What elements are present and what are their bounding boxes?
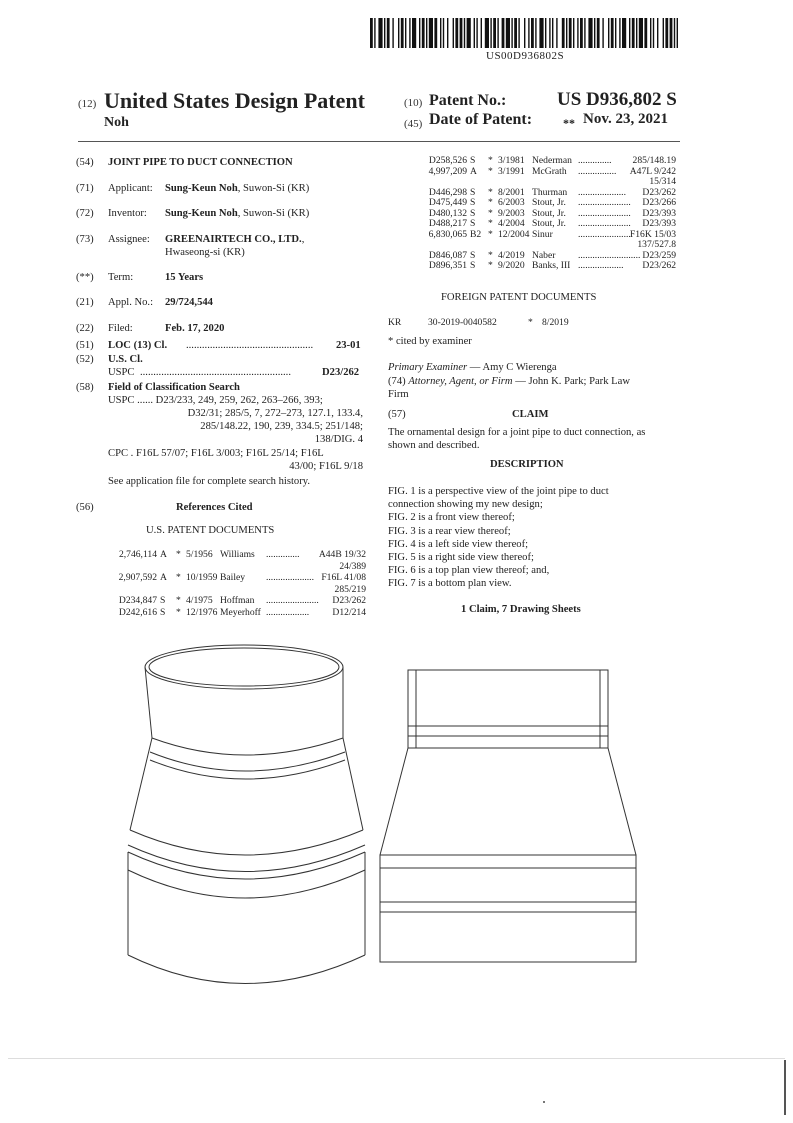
reference-name: Thurman bbox=[532, 186, 568, 198]
reference-number: D846,087 bbox=[428, 249, 467, 261]
reference-number: 2,746,114 bbox=[118, 549, 157, 560]
reference-kind: S bbox=[470, 207, 476, 219]
term-value: 15 Years bbox=[165, 272, 204, 283]
reference-date: 9/2003 bbox=[498, 207, 525, 219]
attorney-label: Attorney, Agent, or Firm bbox=[408, 376, 513, 387]
filed-value: Feb. 17, 2020 bbox=[165, 323, 225, 334]
barcode-bar bbox=[632, 18, 635, 48]
reference-date: 4/2019 bbox=[498, 249, 525, 261]
claim-text-line: The ornamental design for a joint pipe to duct connection, as bbox=[388, 427, 646, 438]
barcode-bar bbox=[524, 18, 525, 48]
attorney-name: — John K. Park; Park Law bbox=[512, 376, 630, 387]
reference-kind: A bbox=[160, 572, 167, 583]
patent-number: US D936,802 S bbox=[557, 89, 677, 110]
barcode-bar bbox=[412, 18, 416, 48]
barcode-bar bbox=[370, 18, 373, 48]
loc-label: LOC (13) Cl. bbox=[108, 340, 168, 351]
barcode-bar bbox=[597, 18, 600, 48]
barcode-bar bbox=[674, 18, 675, 48]
description-line: FIG. 3 is a rear view thereof; bbox=[388, 525, 511, 537]
inid-code-51: (51) bbox=[76, 340, 94, 351]
reference-date: 4/2004 bbox=[498, 218, 525, 229]
design-title: JOINT PIPE TO DUCT CONNECTION bbox=[108, 157, 293, 168]
reference-dots: .................... bbox=[266, 572, 314, 583]
reference-dots: ................... bbox=[578, 260, 624, 271]
reference-dots: ...................... bbox=[578, 228, 631, 240]
applicant-name: Sung-Keun Noh bbox=[165, 183, 238, 194]
barcode-number: US00D936802S bbox=[486, 50, 565, 62]
reference-class: D23/266 bbox=[642, 197, 676, 208]
barcode-bar bbox=[552, 18, 553, 48]
foreign-number: 30-2019-0040582 bbox=[428, 317, 497, 328]
barcode-bar bbox=[467, 18, 471, 48]
inid-code-45: (45) bbox=[404, 118, 423, 130]
barcode-bar bbox=[426, 18, 427, 48]
barcode-bar bbox=[566, 18, 567, 48]
loc-value: 23-01 bbox=[336, 340, 361, 351]
description-line: FIG. 4 is a left side view thereof; bbox=[388, 538, 529, 550]
barcode-bar bbox=[663, 18, 664, 48]
reference-number: D480,132 bbox=[428, 207, 467, 219]
reference-star: * bbox=[488, 186, 493, 198]
barcode-bar bbox=[594, 18, 595, 48]
inid-code-12: (12) bbox=[78, 98, 97, 110]
barcode-bar bbox=[650, 18, 651, 48]
barcode-bar bbox=[580, 18, 583, 48]
reference-kind: S bbox=[470, 155, 476, 166]
barcode-bar bbox=[434, 18, 437, 48]
field-search-label: Field of Classification Search bbox=[108, 382, 240, 393]
reference-number: D896,351 bbox=[428, 260, 467, 271]
description-line: FIG. 5 is a right side view thereof; bbox=[388, 552, 534, 563]
barcode-bar bbox=[644, 18, 647, 48]
reference-star: * bbox=[176, 572, 181, 583]
uspc-dots: ......................................................... bbox=[140, 367, 291, 378]
reference-class: D23/262 bbox=[642, 260, 676, 271]
reference-date: 3/1981 bbox=[498, 155, 525, 166]
reference-kind: S bbox=[160, 595, 166, 606]
barcode-bar bbox=[535, 18, 536, 48]
uspc-value: D23/262 bbox=[322, 367, 360, 378]
reference-kind: B2 bbox=[470, 228, 482, 240]
reference-star: * bbox=[176, 606, 181, 618]
inid-code-54: (54) bbox=[76, 157, 94, 168]
barcode-bar bbox=[677, 18, 678, 48]
reference-dots: ...................... bbox=[266, 595, 319, 606]
barcode-bar bbox=[493, 18, 496, 48]
barcode-bar bbox=[387, 18, 390, 48]
inid-code-21: (21) bbox=[76, 297, 94, 308]
barcode-bar bbox=[636, 18, 637, 48]
assignee-name: GREENAIRTECH CO., LTD. bbox=[165, 234, 302, 245]
claim-heading: CLAIM bbox=[512, 409, 549, 420]
reference-class-continued: 137/527.8 bbox=[637, 239, 676, 250]
reference-name: Nederman bbox=[532, 155, 572, 166]
reference-dots: ................ bbox=[578, 165, 617, 177]
barcode-bar bbox=[518, 18, 519, 48]
scan-speck bbox=[543, 1101, 545, 1103]
reference-number: D234,847 bbox=[118, 595, 157, 606]
inid-code-10: (10) bbox=[404, 97, 423, 109]
foreign-country: KR bbox=[388, 317, 402, 328]
barcode-bar bbox=[653, 18, 654, 48]
inid-code-term: (**) bbox=[76, 272, 94, 283]
barcode-bar bbox=[378, 18, 382, 48]
description-line: FIG. 1 is a perspective view of the joint pipe to duct bbox=[388, 486, 609, 497]
reference-date: 5/1956 bbox=[186, 549, 213, 560]
reference-number: D488,217 bbox=[428, 218, 467, 229]
barcode-bar bbox=[440, 18, 441, 48]
reference-name: Bailey bbox=[220, 572, 246, 583]
reference-number: D446,298 bbox=[428, 186, 467, 198]
reference-number: D475,449 bbox=[428, 197, 467, 208]
barcode-bar bbox=[511, 18, 512, 48]
front-view-drawing bbox=[380, 670, 636, 962]
reference-date: 3/1991 bbox=[498, 165, 525, 177]
inid-code-22: (22) bbox=[76, 323, 94, 334]
barcode-bar bbox=[490, 18, 491, 48]
inid-code-73: (73) bbox=[76, 234, 94, 245]
field-search-line: 285/148.22, 190, 239, 334.5; 251/148; bbox=[200, 421, 363, 432]
barcode-bar bbox=[447, 18, 448, 48]
foreign-docs-heading: FOREIGN PATENT DOCUMENTS bbox=[441, 292, 597, 303]
patent-number-label: Patent No.: bbox=[429, 92, 507, 109]
barcode-bar bbox=[485, 18, 489, 48]
reference-star: * bbox=[488, 207, 493, 219]
reference-dots: .................. bbox=[266, 606, 310, 618]
description-heading: DESCRIPTION bbox=[490, 459, 564, 470]
barcode-bar bbox=[460, 18, 463, 48]
barcode-bar bbox=[409, 18, 410, 48]
barcode-bar bbox=[384, 18, 385, 48]
reference-kind: S bbox=[470, 186, 476, 198]
barcode-bar bbox=[539, 18, 543, 48]
barcode-bar bbox=[611, 18, 614, 48]
reference-class: D23/393 bbox=[642, 207, 676, 219]
assignee-location: Hwaseong-si (KR) bbox=[165, 247, 245, 258]
reference-name: Sinur bbox=[532, 228, 553, 240]
barcode-bar bbox=[619, 18, 620, 48]
applicant-location: , Suwon-Si (KR) bbox=[237, 183, 310, 194]
inventor-location: , Suwon-Si (KR) bbox=[237, 208, 310, 219]
barcode-bar bbox=[474, 18, 475, 48]
perspective-view-drawing bbox=[128, 645, 365, 984]
reference-kind: S bbox=[470, 218, 476, 229]
reference-star: * bbox=[488, 197, 493, 208]
description-line: connection showing my new design; bbox=[388, 499, 543, 511]
barcode-bar bbox=[573, 18, 574, 48]
reference-number: 2,907,592 bbox=[118, 572, 157, 583]
reference-kind: S bbox=[470, 197, 476, 208]
barcode-bar bbox=[622, 18, 626, 48]
reference-star: * bbox=[488, 155, 493, 166]
barcode-bar bbox=[398, 18, 399, 48]
barcode-bar bbox=[422, 18, 425, 48]
barcode-bar bbox=[608, 18, 609, 48]
barcode-bar bbox=[584, 18, 585, 48]
reference-number: 4,997,209 bbox=[428, 165, 467, 177]
barcode-bar bbox=[657, 18, 658, 48]
reference-class: F16K 15/03 bbox=[629, 228, 676, 240]
cited-by-examiner: * cited by examiner bbox=[388, 336, 472, 347]
barcode-bar bbox=[514, 18, 517, 48]
patent-date: Nov. 23, 2021 bbox=[583, 111, 669, 127]
reference-star: * bbox=[488, 165, 493, 177]
page-edge-mark bbox=[784, 1060, 786, 1115]
field-search-line: D32/31; 285/5, 7, 272–273, 127.1, 133.4, bbox=[187, 408, 363, 419]
barcode-bar bbox=[545, 18, 546, 48]
barcode-bar bbox=[405, 18, 406, 48]
reference-date: 8/2001 bbox=[498, 186, 525, 198]
barcode-bar bbox=[602, 18, 603, 48]
examiner-line bbox=[388, 362, 557, 374]
us-patent-docs-heading: U.S. PATENT DOCUMENTS bbox=[146, 525, 275, 536]
barcode-bar bbox=[481, 18, 482, 48]
attorney-line bbox=[388, 376, 630, 388]
inid-code-52: (52) bbox=[76, 354, 94, 365]
inventor-label: Inventor: bbox=[108, 208, 147, 219]
barcode-bar bbox=[443, 18, 444, 48]
reference-name: Hoffman bbox=[220, 595, 255, 606]
field-search-line: 138/DIG. 4 bbox=[314, 434, 363, 445]
applicant-label: Applicant: bbox=[108, 183, 153, 194]
reference-name: Williams bbox=[220, 549, 255, 560]
reference-date: 12/2004 bbox=[498, 228, 530, 240]
patent-date-label: Date of Patent: bbox=[429, 111, 533, 128]
reference-number: D242,616 bbox=[118, 606, 157, 618]
reference-number: 6,830,065 bbox=[428, 228, 467, 240]
examiner-name: — Amy C Wierenga bbox=[467, 362, 557, 373]
reference-class: D12/214 bbox=[332, 606, 366, 618]
reference-date: 10/1959 bbox=[186, 572, 218, 583]
barcode-bar bbox=[392, 18, 393, 48]
references-heading: References Cited bbox=[176, 502, 253, 513]
reference-dots: ...................... bbox=[578, 218, 631, 229]
reference-date: 12/1976 bbox=[186, 606, 218, 618]
claims-sheets-summary: 1 Claim, 7 Drawing Sheets bbox=[461, 604, 581, 615]
foreign-date: 8/2019 bbox=[542, 317, 569, 328]
barcode-bar bbox=[528, 18, 529, 48]
term-stars: ** bbox=[563, 116, 575, 130]
inid-code-58: (58) bbox=[76, 382, 94, 393]
field-search-line: CPC . F16L 57/07; F16L 3/003; F16L 25/14; F16L bbox=[108, 448, 324, 459]
reference-date: 4/1975 bbox=[186, 595, 213, 606]
barcode-bar bbox=[419, 18, 420, 48]
appl-no-label: Appl. No.: bbox=[108, 297, 154, 308]
barcode-bar bbox=[453, 18, 454, 48]
document-title: United States Design Patent bbox=[104, 88, 365, 113]
loc-dots: ................................................ bbox=[186, 340, 314, 351]
reference-class-continued: 15/314 bbox=[649, 176, 676, 187]
barcode bbox=[370, 18, 678, 48]
description-line: FIG. 2 is a front view thereof; bbox=[388, 512, 515, 524]
reference-star: * bbox=[176, 595, 181, 606]
barcode-bar bbox=[665, 18, 668, 48]
reference-kind: A bbox=[470, 165, 477, 177]
reference-class: A47L 9/242 bbox=[629, 165, 676, 177]
reference-number: D258,526 bbox=[428, 155, 467, 166]
reference-dots: ...................... bbox=[578, 197, 631, 208]
reference-class-continued: 285/219 bbox=[334, 583, 366, 595]
reference-name: Naber bbox=[532, 249, 556, 261]
barcode-bar bbox=[639, 18, 643, 48]
reference-star: * bbox=[176, 549, 181, 560]
reference-date: 6/2003 bbox=[498, 197, 525, 208]
barcode-bar bbox=[670, 18, 673, 48]
field-search-line: 43/00; F16L 9/18 bbox=[289, 461, 363, 472]
barcode-bar bbox=[429, 18, 433, 48]
attorney-line-2: Firm bbox=[388, 389, 409, 400]
barcode-bar bbox=[401, 18, 404, 48]
assignee-comma: , bbox=[301, 234, 305, 245]
inid-code-56: (56) bbox=[76, 502, 94, 513]
reference-class: D23/393 bbox=[642, 218, 676, 229]
reference-dots: .............. bbox=[266, 549, 300, 560]
assignee-value bbox=[165, 234, 304, 246]
barcode-bar bbox=[497, 18, 498, 48]
inventor-name: Sung-Keun Noh bbox=[165, 208, 238, 219]
inid-code-74: (74) bbox=[388, 376, 406, 387]
term-label: Term: bbox=[108, 272, 134, 283]
barcode-bar bbox=[549, 18, 550, 48]
reference-class: D23/262 bbox=[332, 595, 366, 606]
reference-class: 285/148.19 bbox=[632, 155, 676, 166]
reference-date: 9/2020 bbox=[498, 260, 525, 271]
reference-class: F16L 41/08 bbox=[321, 572, 366, 583]
reference-name: Stout, Jr. bbox=[532, 197, 566, 208]
reference-name: Stout, Jr. bbox=[532, 218, 566, 229]
reference-class: A44B 19/32 bbox=[318, 549, 366, 560]
reference-dots: .................... bbox=[578, 186, 626, 198]
inventor-surname: Noh bbox=[104, 115, 129, 130]
appl-no-value: 29/724,544 bbox=[165, 297, 213, 308]
assignee-label: Assignee: bbox=[108, 234, 150, 245]
uspc-label: USPC bbox=[108, 367, 135, 378]
barcode-bar bbox=[531, 18, 534, 48]
reference-name: Banks, III bbox=[532, 260, 571, 271]
barcode-bar bbox=[629, 18, 630, 48]
inid-code-71: (71) bbox=[76, 183, 94, 194]
reference-name: Meyerhoff bbox=[220, 606, 261, 618]
us-cl-label: U.S. Cl. bbox=[108, 354, 143, 365]
reference-star: * bbox=[488, 260, 493, 271]
barcode-bar bbox=[556, 18, 557, 48]
inid-code-72: (72) bbox=[76, 208, 94, 219]
barcode-bar bbox=[502, 18, 505, 48]
reference-dots: ...................... bbox=[578, 207, 631, 219]
field-search-note: See application file for complete search history. bbox=[108, 476, 310, 487]
barcode-bar bbox=[374, 18, 375, 48]
reference-star: * bbox=[488, 228, 493, 240]
barcode-bar bbox=[569, 18, 572, 48]
page-bottom-rule bbox=[8, 1058, 785, 1059]
inid-code-57: (57) bbox=[388, 409, 406, 420]
barcode-bar bbox=[464, 18, 465, 48]
design-drawings bbox=[110, 640, 670, 1040]
reference-name: McGrath bbox=[532, 165, 567, 177]
reference-star: * bbox=[488, 249, 493, 261]
reference-dots: .............. bbox=[578, 155, 612, 166]
barcode-bar bbox=[476, 18, 477, 48]
header-divider bbox=[78, 141, 680, 142]
barcode-bar bbox=[588, 18, 592, 48]
reference-star: * bbox=[488, 218, 493, 229]
reference-name: Stout, Jr. bbox=[532, 207, 566, 219]
barcode-bar bbox=[577, 18, 578, 48]
barcode-bar bbox=[506, 18, 510, 48]
reference-kind: A bbox=[160, 549, 167, 560]
reference-kind: S bbox=[470, 260, 476, 271]
barcode-bar bbox=[615, 18, 616, 48]
examiner-label: Primary Examiner bbox=[388, 362, 468, 373]
barcode-bar bbox=[562, 18, 565, 48]
claim-text-line: shown and described. bbox=[388, 440, 480, 451]
description-line: FIG. 7 is a bottom plan view. bbox=[388, 578, 512, 590]
barcode-bar bbox=[455, 18, 458, 48]
applicant-value bbox=[165, 183, 309, 195]
field-search-line: USPC ...... D23/233, 249, 259, 262, 263–266, 393; bbox=[108, 395, 323, 406]
reference-class: D23/259 bbox=[642, 249, 676, 261]
foreign-star: * bbox=[528, 317, 533, 328]
reference-kind: S bbox=[160, 606, 166, 618]
filed-label: Filed: bbox=[108, 323, 133, 334]
reference-class-continued: 24/389 bbox=[339, 560, 366, 572]
reference-kind: S bbox=[470, 249, 476, 261]
reference-dots: .......................... bbox=[578, 249, 641, 261]
reference-class: D23/262 bbox=[642, 186, 676, 198]
inventor-value bbox=[165, 208, 309, 220]
description-line: FIG. 6 is a top plan view thereof; and, bbox=[388, 565, 550, 577]
